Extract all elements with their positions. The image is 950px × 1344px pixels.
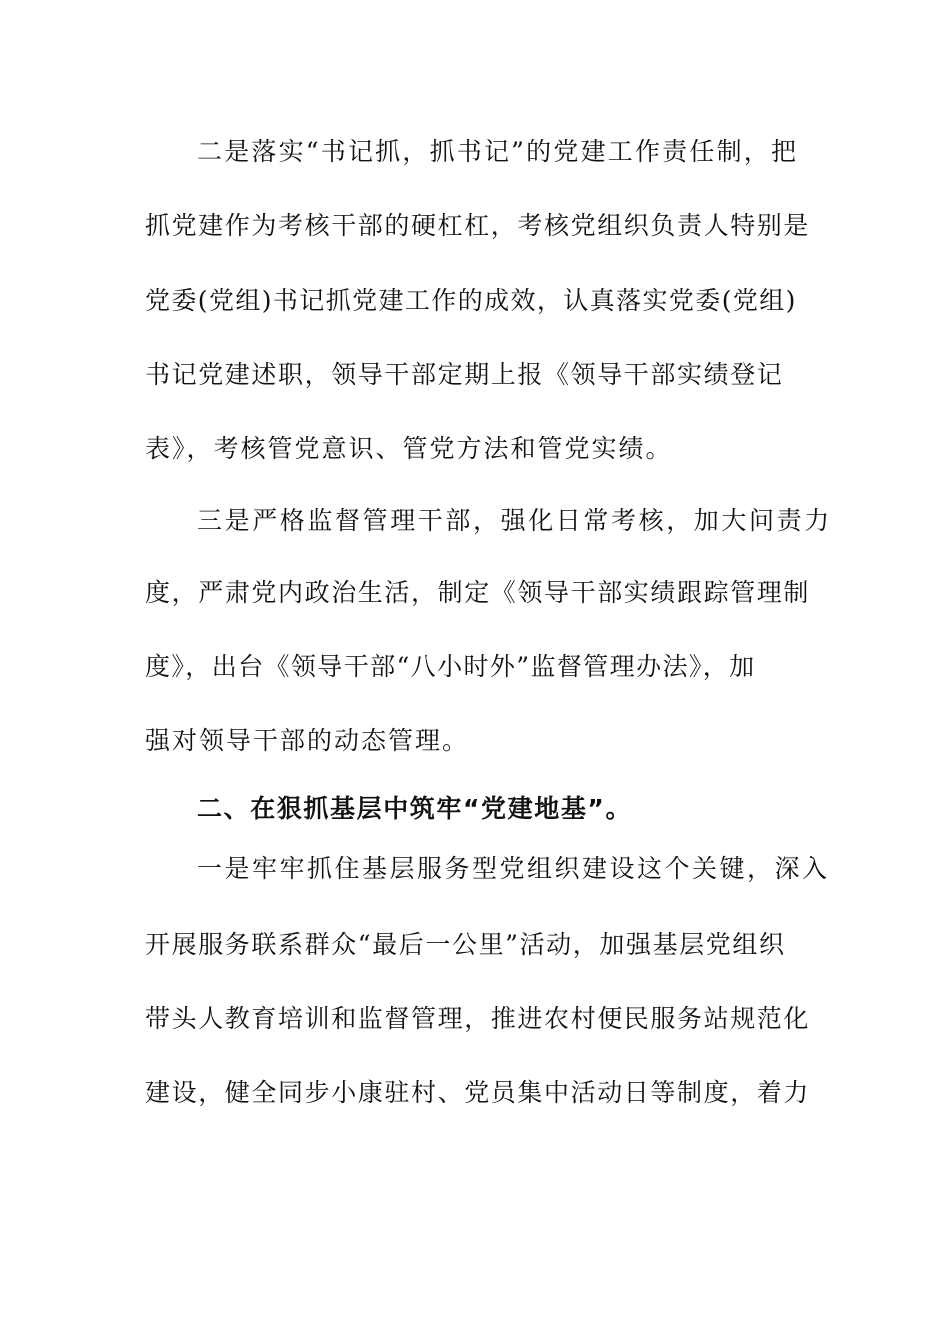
paragraph-line: 强对领导干部的动态管理。 xyxy=(145,726,470,755)
paragraph-line: 带头人教育培训和监督管理，推进农村便民服务站规范化 xyxy=(145,1004,811,1033)
paragraph-line: 三是严格监督管理干部，强化日常考核，加大问责力 xyxy=(197,506,832,535)
paragraph-line: 度，严肃党内政治生活，制定《领导干部实绩跟踪管理制 xyxy=(145,578,811,607)
paragraph-line: 度》，出台《领导干部“八小时外”监督管理办法》，加 xyxy=(145,652,756,681)
paragraph-line: 抓党建作为考核干部的硬杠杠，考核党组织负责人特别是 xyxy=(145,211,811,240)
section-heading: 二、在狠抓基层中筑牢“党建地基”。 xyxy=(197,794,633,823)
paragraph-line: 开展服务联系群众“最后一公里”活动，加强基层党组织 xyxy=(145,930,786,959)
paragraph-line: 书记党建述职，领导干部定期上报《领导干部实绩登记 xyxy=(145,360,784,389)
paragraph-line: 一是牢牢抓住基层服务型党组织建设这个关键，深入 xyxy=(197,854,830,883)
paragraph-line: 党委(党组)书记抓党建工作的成效，认真落实党委(党组) xyxy=(145,286,797,315)
paragraph-line: 二是落实“书记抓，抓书记”的党建工作责任制，把 xyxy=(197,137,799,166)
paragraph-line: 建设，健全同步小康驻村、党员集中活动日等制度，着力 xyxy=(145,1078,811,1107)
paragraph-line: 表》，考核管党意识、管党方法和管党实绩。 xyxy=(145,434,673,463)
